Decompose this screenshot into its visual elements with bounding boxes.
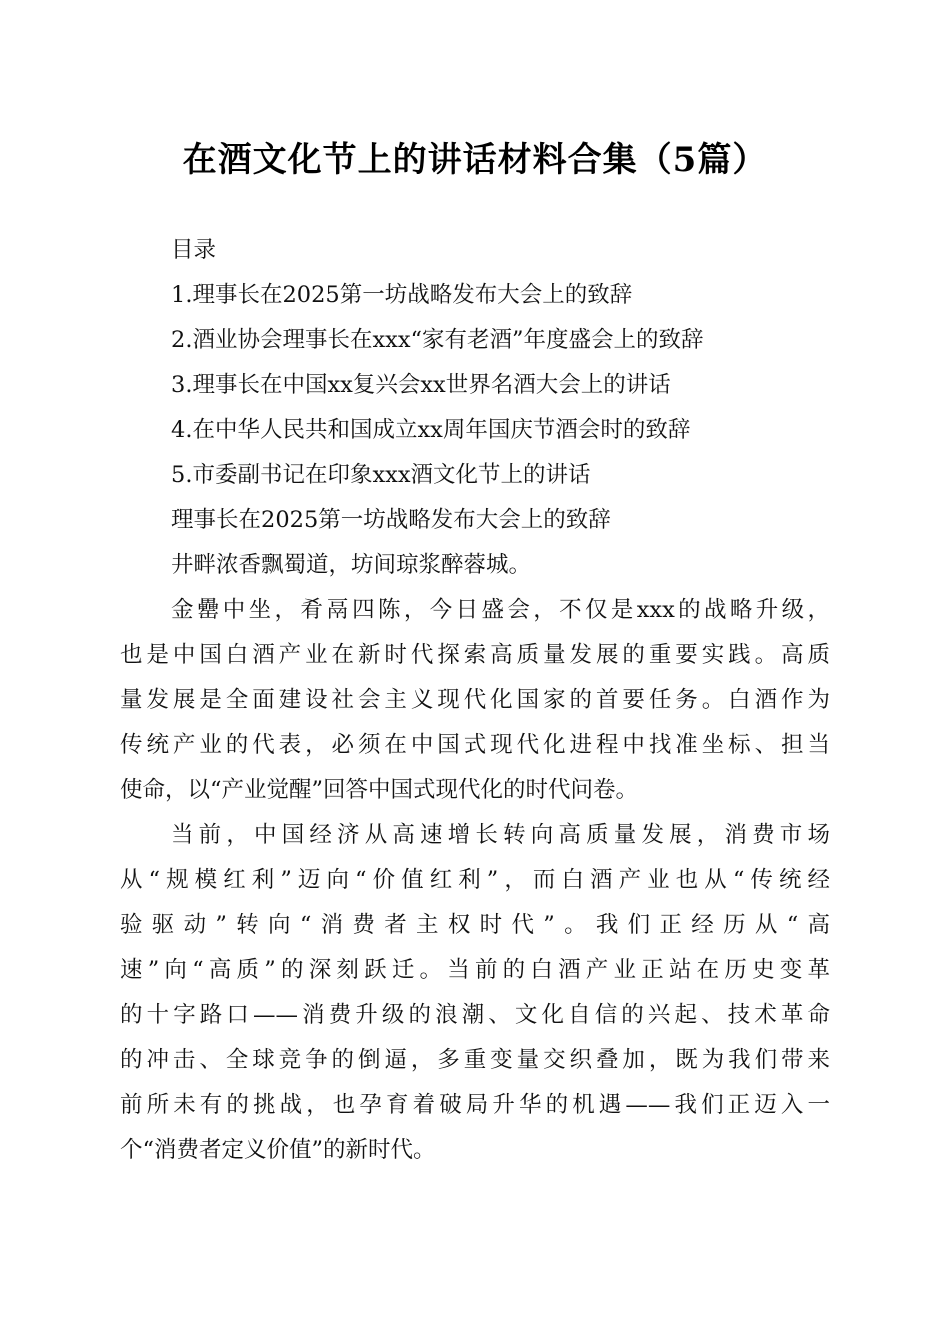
paragraph-1 <box>120 588 830 813</box>
paragraph-line: 量发展是全面建设社会主义现代化国家的首要任务。白酒作为 <box>120 687 830 713</box>
toc-item: 2.酒业协会理事长在xxx“家有老酒”年度盛会上的致辞 <box>171 327 704 353</box>
toc-item: 4.在中华人民共和国成立xx周年国庆节酒会时的致辞 <box>171 417 691 443</box>
paragraph-line: 也是中国白酒产业在新时代探索高质量发展的重要实践。高质 <box>120 642 830 668</box>
paragraph-line: 个“消费者定义价值”的新时代。 <box>120 1137 436 1163</box>
toc-item: 3.理事长在中国xx复兴会xx世界名酒大会上的讲话 <box>171 372 671 398</box>
section-title: 理事长在2025第一坊战略发布大会上的致辞 <box>171 507 611 533</box>
paragraph-line: 的冲击、全球竞争的倒逼，多重变量交织叠加，既为我们带来 <box>120 1047 830 1073</box>
paragraph-line: 从“规模红利”迈向“价值红利”，而白酒产业也从“传统经 <box>120 867 830 893</box>
toc-item: 1.理事长在2025第一坊战略发布大会上的致辞 <box>171 282 633 308</box>
paragraph-line: 传统产业的代表，必须在中国式现代化进程中找准坐标、担当 <box>120 732 830 758</box>
paragraph-2 <box>120 813 830 1173</box>
paragraph-line: 前所未有的挑战，也孕育着破局升华的机遇——我们正迈入一 <box>120 1092 830 1118</box>
paragraph-line: 当前，中国经济从高速增长转向高质量发展，消费市场 <box>171 822 830 848</box>
couplet: 井畔浓香飘蜀道，坊间琼浆醉蓉城。 <box>171 552 532 578</box>
document-title: 在酒文化节上的讲话材料合集（5篇） <box>182 140 768 180</box>
paragraph-line: 使命，以“产业觉醒”回答中国式现代化的时代问卷。 <box>120 777 639 803</box>
paragraph-line: 的十字路口——消费升级的浪潮、文化自信的兴起、技术革命 <box>120 1002 830 1028</box>
paragraph-line: 金罍中坐，肴鬲四陈，今日盛会，不仅是xxx的战略升级， <box>171 597 830 623</box>
paragraph-line: 验驱动”转向“消费者主权时代”。我们正经历从“高 <box>120 912 830 938</box>
document-body <box>120 228 830 1173</box>
paragraph-line: 速”向“高质”的深刻跃迁。当前的白酒产业正站在历史变革 <box>120 957 830 983</box>
toc-item: 5.市委副书记在印象xxx酒文化节上的讲话 <box>171 462 591 488</box>
toc-heading: 目录 <box>171 237 217 263</box>
